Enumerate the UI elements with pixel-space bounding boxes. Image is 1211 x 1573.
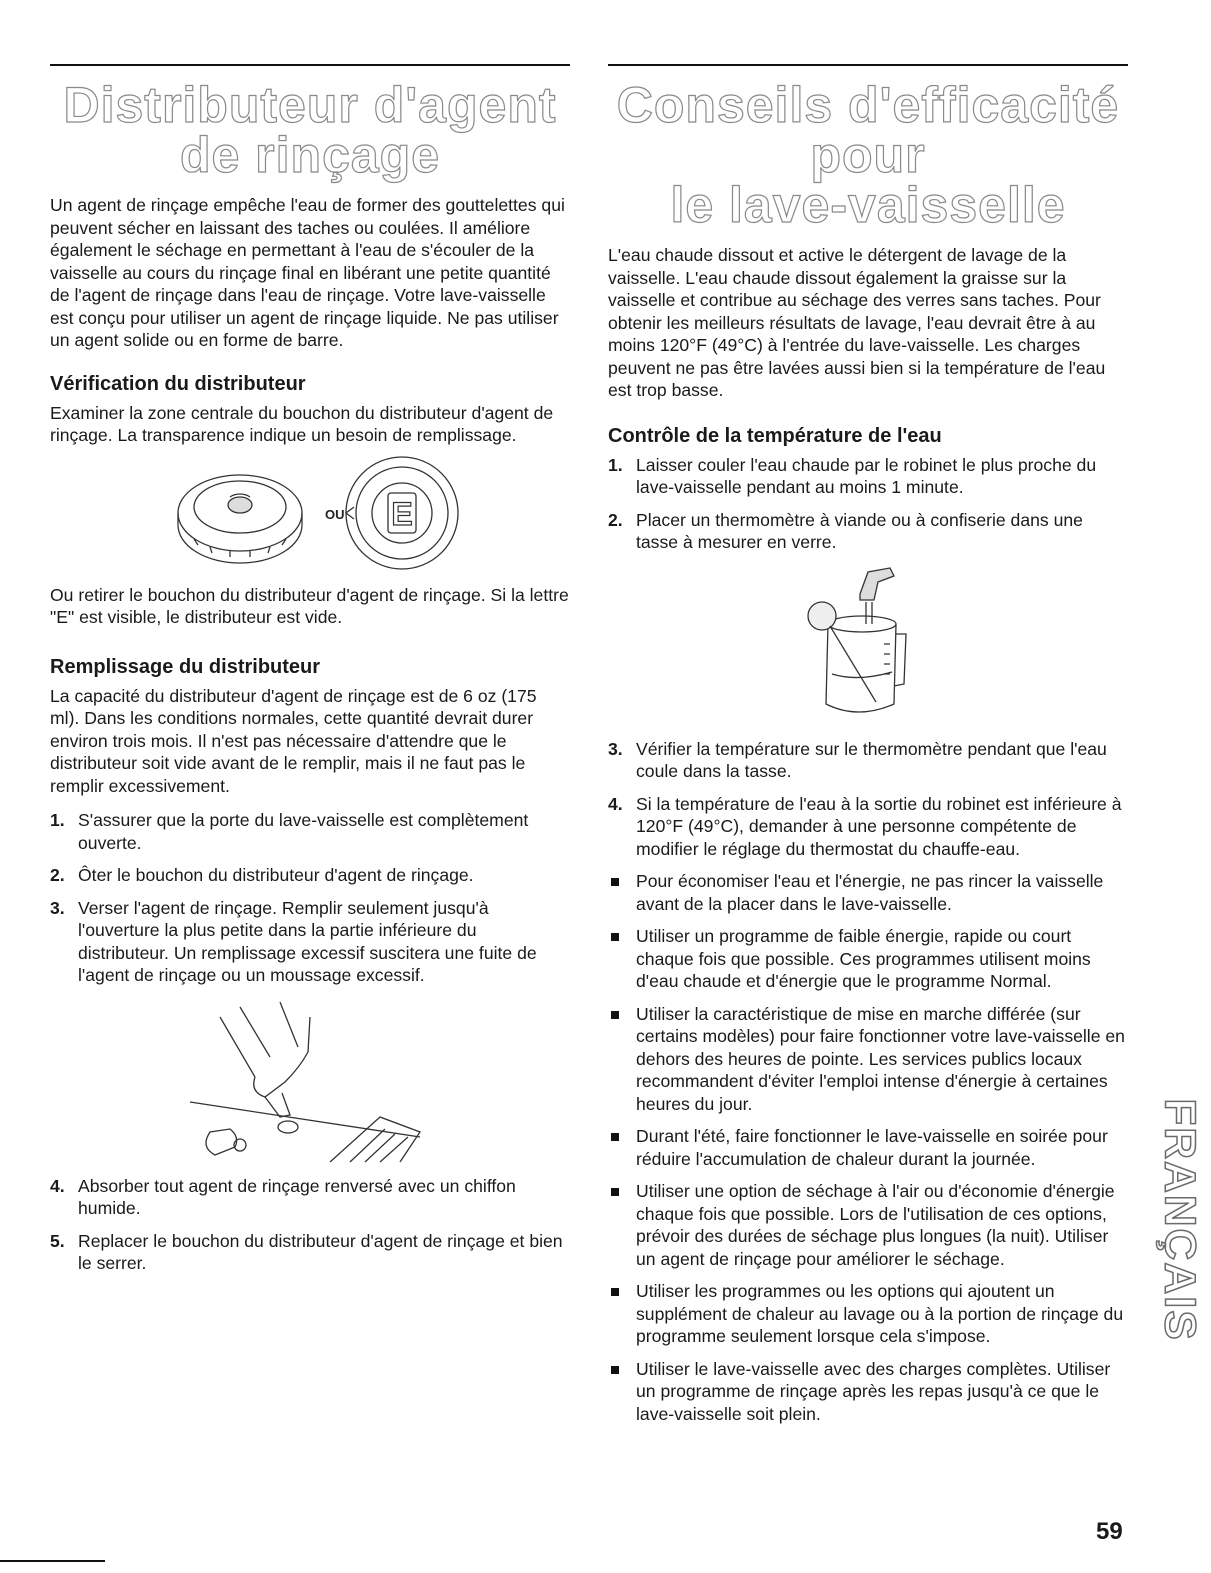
step-text: Vérifier la température sur le thermomètre pendant que l'eau coule dans la tasse.: [636, 738, 1107, 781]
page-number: 59: [1096, 1518, 1123, 1545]
bullet-icon: [611, 1288, 619, 1296]
list-item: [608, 793, 1128, 861]
step-text: Verser l'agent de rinçage. Remplir seulement jusqu'à l'ouverture la plus petite dans la partie inférieure du distributeur. Un remplissage excessif suscitera une fuite de l'agent de rinçage ou un moussage excessif.: [78, 897, 537, 985]
cap-letter: E: [391, 495, 413, 532]
title-line-1: Distributeur d'agent: [63, 77, 557, 133]
step-text: Replacer le bouchon du distributeur d'agent de rinçage et bien le serrer.: [78, 1230, 563, 1273]
tip-text: Utiliser la caractéristique de mise en marche différée (sur certains modèles) pour faire fonctionner votre lave-vaisselle en dehors des heures de pointe. Les services publics locaux recommandent d'éviter l'emploi intense d'énergie à certaines heures du jour.: [636, 1003, 1125, 1114]
step-number: 3.: [608, 738, 623, 759]
efficiency-tips-list: [608, 870, 1128, 1425]
filling-heading: Remplissage du distributeur: [50, 655, 321, 678]
rinse-intro: Un agent de rinçage empêche l'eau de former des gouttelettes qui peuvent sécher en laissant des taches ou coulées. Il améliore également le séchage en permettant à l'eau de s'écouler de la vaisselle au cours du rinçage final en libérant une petite quantité de l'agent de rinçage dans l'eau de rinçage. Votre lave-vaisselle est conçu pour utiliser un agent de rinçage liquide. Ne pas utiliser un agent solide ou en forme de barre.: [50, 195, 565, 350]
footer-rule: [0, 1560, 105, 1562]
list-item: [608, 870, 1128, 915]
list-item: [50, 1230, 570, 1275]
step-text: Laisser couler l'eau chaude par le robinet le plus proche du lave-vaisselle pendant au moins 1 minute.: [636, 454, 1097, 497]
step-text: Absorber tout agent de rinçage renversé avec un chiffon humide.: [78, 1175, 516, 1218]
list-item: [608, 509, 1128, 554]
bullet-icon: [611, 933, 619, 941]
step-number: 4.: [608, 793, 623, 814]
language-label: FRANÇAIS: [1156, 1098, 1206, 1342]
verification-text-2: Ou retirer le bouchon du distributeur d'agent de rinçage. Si la lettre "E" est visible, le distributeur est vide.: [50, 584, 569, 627]
pouring-rinse-aid-illustration: [180, 997, 440, 1167]
filling-text: La capacité du distributeur d'agent de rinçage est de 6 oz (175 ml). Dans les conditions normales, cette quantité devrait durer environ trois mois. Il n'est pas nécessaire d'attendre que le distributeur soit vide avant de le remplir, mais il ne faut pas le remplir excessivement.: [50, 685, 537, 796]
list-item: [608, 1003, 1128, 1116]
list-item: [50, 864, 570, 887]
list-item: [608, 1280, 1128, 1348]
list-item: [608, 454, 1128, 499]
right-column: [608, 64, 1128, 1435]
list-item: [608, 1180, 1128, 1270]
step-number: 2.: [608, 509, 623, 530]
step-number: 5.: [50, 1230, 65, 1251]
verification-text: Examiner la zone centrale du bouchon du distributeur d'agent de rinçage. La transparence indique un besoin de remplissage.: [50, 402, 554, 445]
filling-steps-a: [50, 809, 570, 987]
title-line-2: de rinçage: [179, 127, 441, 183]
right-top-rule: [608, 64, 1128, 66]
filling-steps-b: [50, 1175, 570, 1275]
title-line-2: le lave-vaisselle: [670, 177, 1066, 233]
left-column: [50, 64, 570, 1285]
step-text: Ôter le bouchon du distributeur d'agent de rinçage.: [78, 865, 474, 885]
step-number: 2.: [50, 865, 65, 885]
dispenser-cap-illustration: [160, 451, 460, 576]
efficiency-intro: L'eau chaude dissout et active le détergent de lavage de la vaisselle. L'eau chaude dissout également la graisse sur la vaisselle et contribue au séchage des verres sans taches. Pour obtenir les meilleurs résultats de lavage, l'eau devrait être à au moins 120°F (49°C) à l'entrée du lave-vaisselle. Les charges peuvent ne pas être lavées aussi bien si la température de l'eau est trop basse.: [608, 245, 1106, 400]
step-number: 4.: [50, 1175, 65, 1196]
title-line-1: Conseils d'efficacité pour: [616, 77, 1120, 183]
tip-text: Utiliser le lave-vaisselle avec des charges complètes. Utiliser un programme de rinçage après les repas jusqu'à ce que le lave-vaisselle soit plein.: [636, 1358, 1111, 1424]
bullet-icon: [611, 1133, 619, 1141]
efficiency-tips-title: [608, 77, 1128, 233]
step-text: S'assurer que la porte du lave-vaisselle est complètement ouverte.: [78, 810, 529, 853]
water-temp-heading: Contrôle de la température de l'eau: [608, 424, 942, 447]
temp-steps-b: [608, 738, 1128, 861]
language-side-tab: [1150, 1085, 1210, 1355]
tip-text: Utiliser les programmes ou les options qui ajoutent un supplément de chaleur au lavage ou à la portion de rinçage du programme seulement lorsque cela s'impose.: [636, 1281, 1124, 1346]
bullet-icon: [611, 1188, 619, 1196]
step-text: Placer un thermomètre à viande ou à confiserie dans une tasse à mesurer en verre.: [636, 509, 1083, 552]
list-item: [608, 738, 1128, 783]
tip-text: Pour économiser l'eau et l'énergie, ne pas rincer la vaisselle avant de la placer dans le lave-vaisselle.: [636, 871, 1104, 914]
tip-text: Utiliser un programme de faible énergie, rapide ou court chaque fois que possible. Ces programmes utilisent moins d'eau chaude et d'énergie que le programme Normal.: [636, 926, 1091, 991]
list-item: [608, 925, 1128, 993]
cap-transparent-icon: [178, 475, 302, 563]
rinse-dispenser-title: [50, 77, 570, 183]
list-item: [608, 1358, 1128, 1426]
tip-text: Utiliser une option de séchage à l'air ou d'économie d'énergie chaque fois que possible. Lors de l'utilisation de ces options, prévoir des durées de séchage plus longues (la nuit). Utiliser un agent de rinçage pour améliorer le séchage.: [636, 1181, 1115, 1269]
bullet-icon: [611, 878, 619, 886]
step-number: 3.: [50, 897, 65, 918]
list-item: [50, 897, 570, 987]
list-item: [50, 809, 570, 854]
left-top-rule: [50, 64, 570, 66]
list-item: [50, 1175, 570, 1220]
verification-heading: Vérification du distributeur: [50, 372, 306, 395]
step-text: Si la température de l'eau à la sortie du robinet est inférieure à 120°F (49°C), demander à une personne compétente de modifier le réglage du thermostat du chauffe-eau.: [636, 793, 1122, 859]
or-label: OU: [325, 506, 345, 522]
list-item: [608, 1125, 1128, 1170]
step-number: 1.: [608, 454, 623, 475]
bullet-icon: [611, 1366, 619, 1374]
temp-steps-a: [608, 454, 1128, 554]
bullet-icon: [611, 1011, 619, 1019]
step-number: 1.: [50, 810, 65, 830]
tip-text: Durant l'été, faire fonctionner le lave-vaisselle en soirée pour réduire l'accumulation de chaleur durant la journée.: [636, 1126, 1108, 1169]
thermometer-cup-illustration: [798, 564, 938, 724]
